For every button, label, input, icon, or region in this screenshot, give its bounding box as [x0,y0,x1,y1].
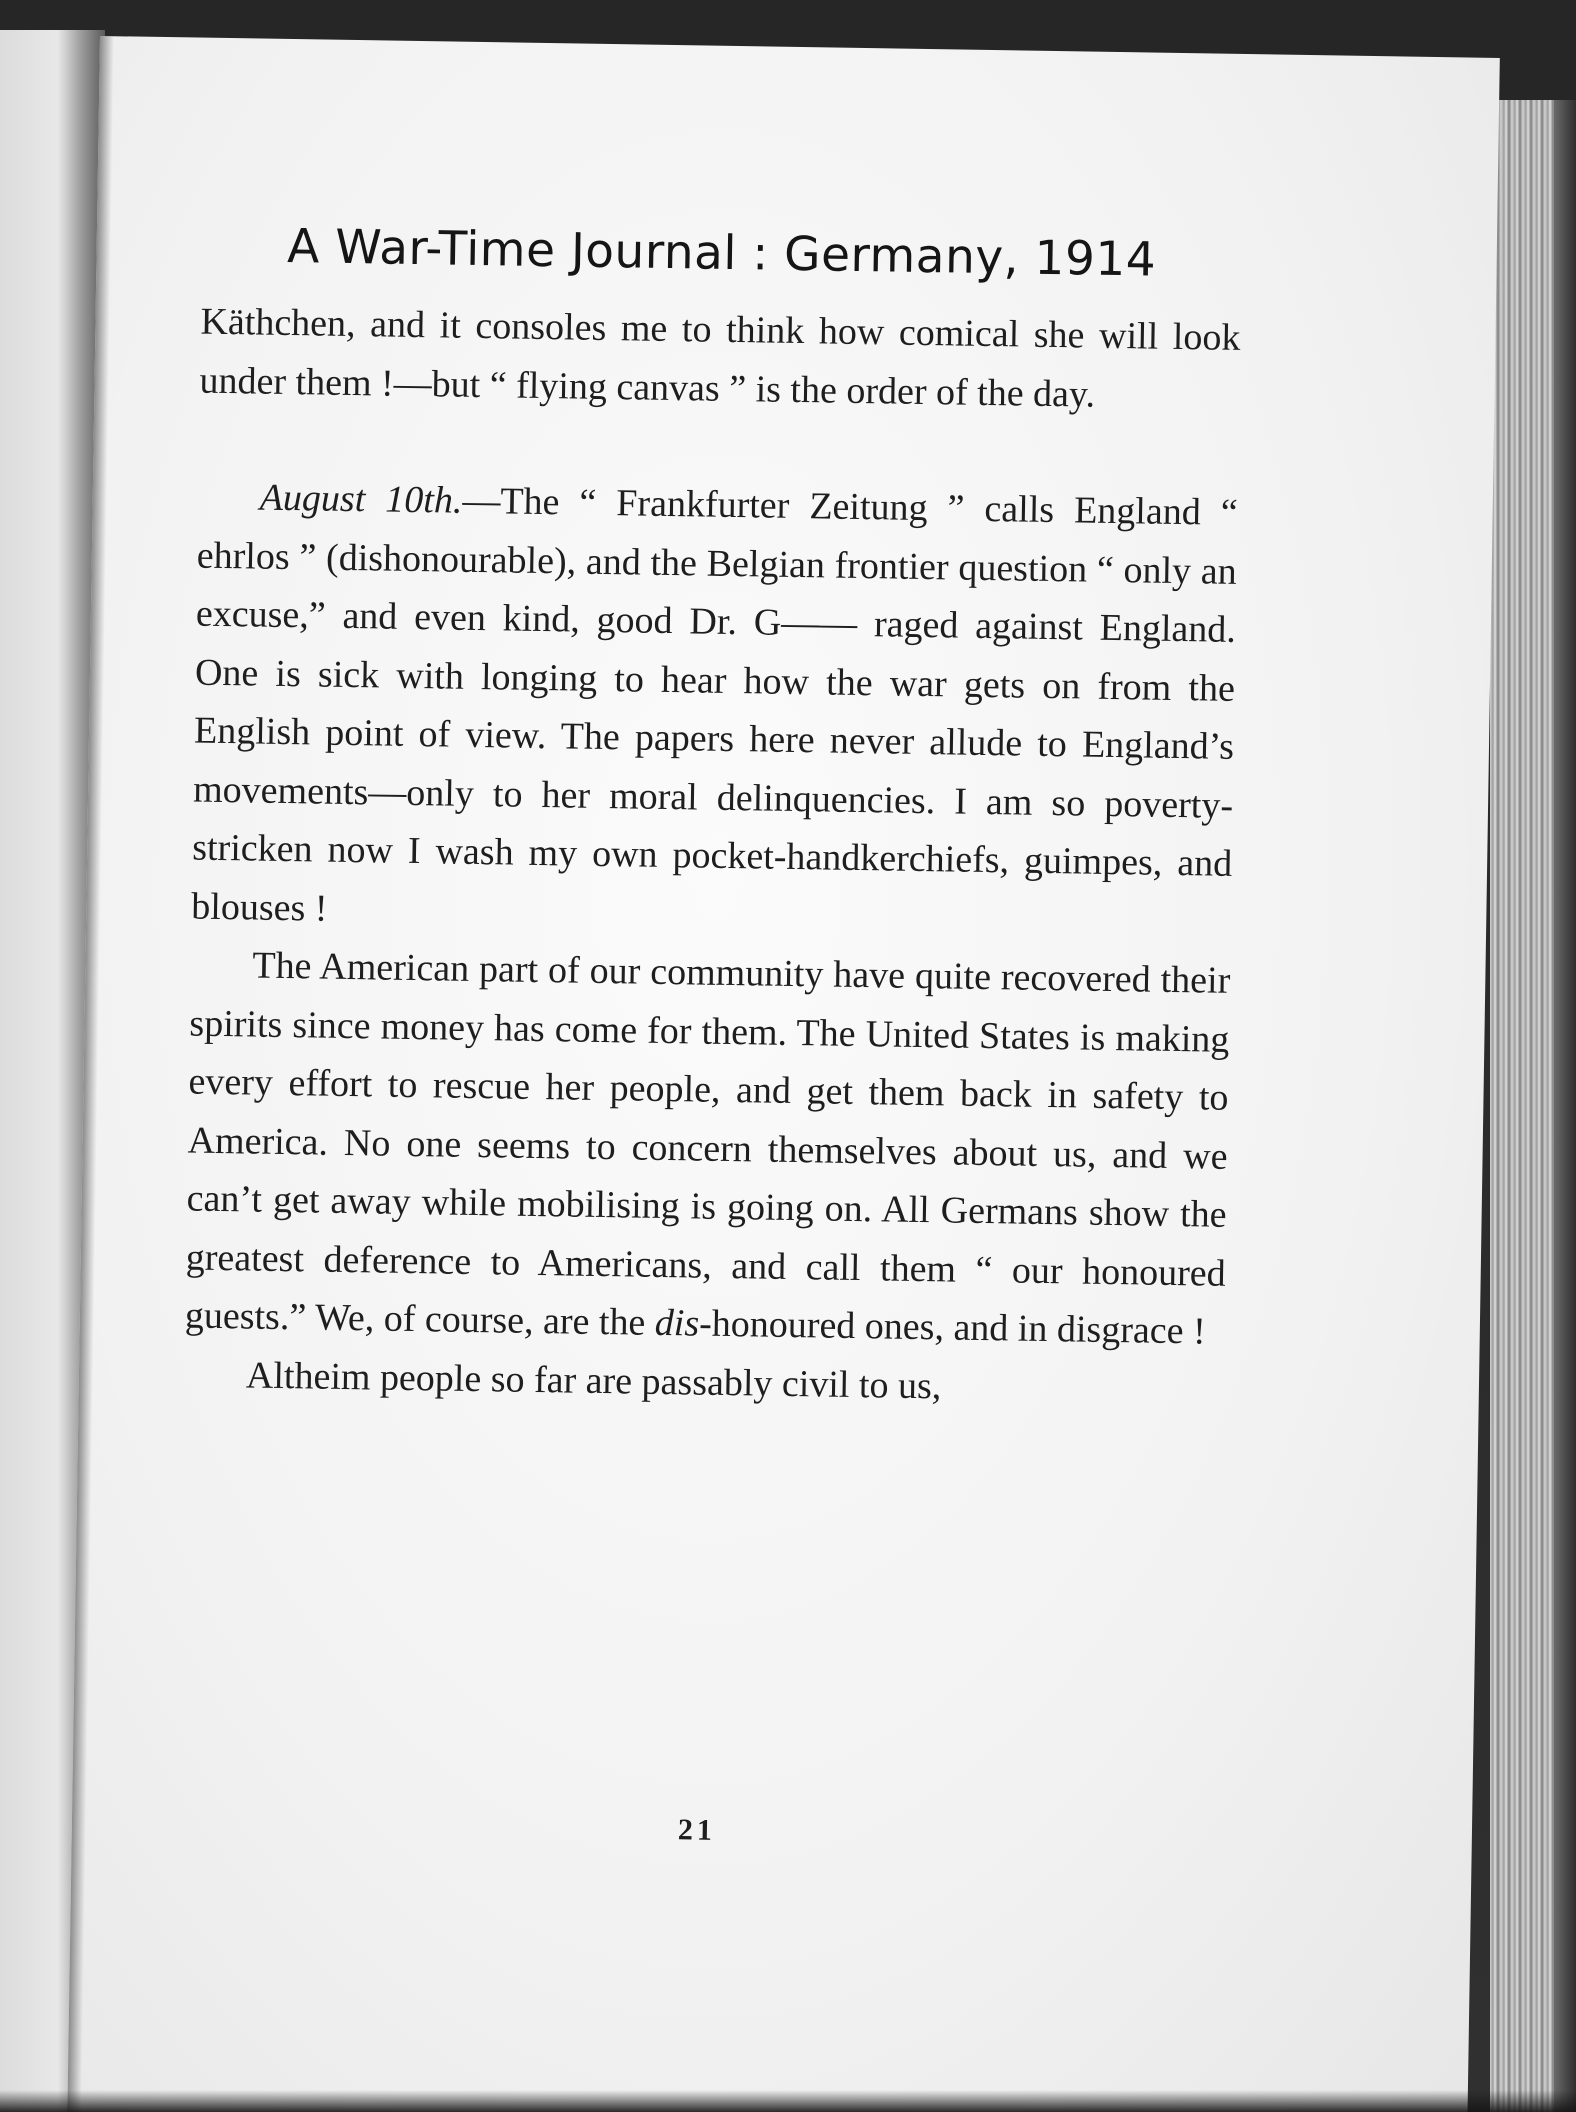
dateline: August 10th. [259,476,463,522]
page-number: 21 [677,1813,717,1847]
paragraph-altheim: Altheim people so far are passably civil to us, [245,1353,942,1407]
page-text [184,218,1243,1420]
italic-word: dis- [654,1301,713,1345]
paragraph-august-10 [191,468,1238,952]
paragraph-continued: Käthchen, and it consoles me to think how comical she will look under them !—but “ flying canvas ” is the order of the day. [199,300,1241,416]
paragraph-body: —The “ Frankfurter Zeitung ” calls England “ ehrlos ” (dishonourable), and the Belgian frontier question “ only an excuse,” and even kind, good Dr. G—— raged against England. One is sick with longing to hear how the war gets on from the English point of view. The papers here never allude to England’s movements—only to her moral delinquencies. I am so poverty-stricken now I wash my own pocket-handkerchiefs, guimpes, and blouses ! [191,479,1238,930]
book-page [67,36,1499,2112]
paragraph-body-end: honoured ones, and in disgrace ! [711,1302,1206,1353]
paragraph-americans [184,936,1230,1362]
paragraph-body: The American part of our community have quite recovered their spirits since money has come for them. The United States is making every effort to rescue her people, and get them back in safety to America. No one seems to concern themselves about us, and we can’t get away while mobilising is going on. All Germans show the greatest deference to Americans, and call them “ our honoured guests.” We, of course, are the [184,944,1231,1344]
page-edges [1490,100,1576,2112]
running-head: A War-Time Journal : Germany, 1914 [286,218,1157,288]
bottom-shadow [0,2090,1576,2112]
